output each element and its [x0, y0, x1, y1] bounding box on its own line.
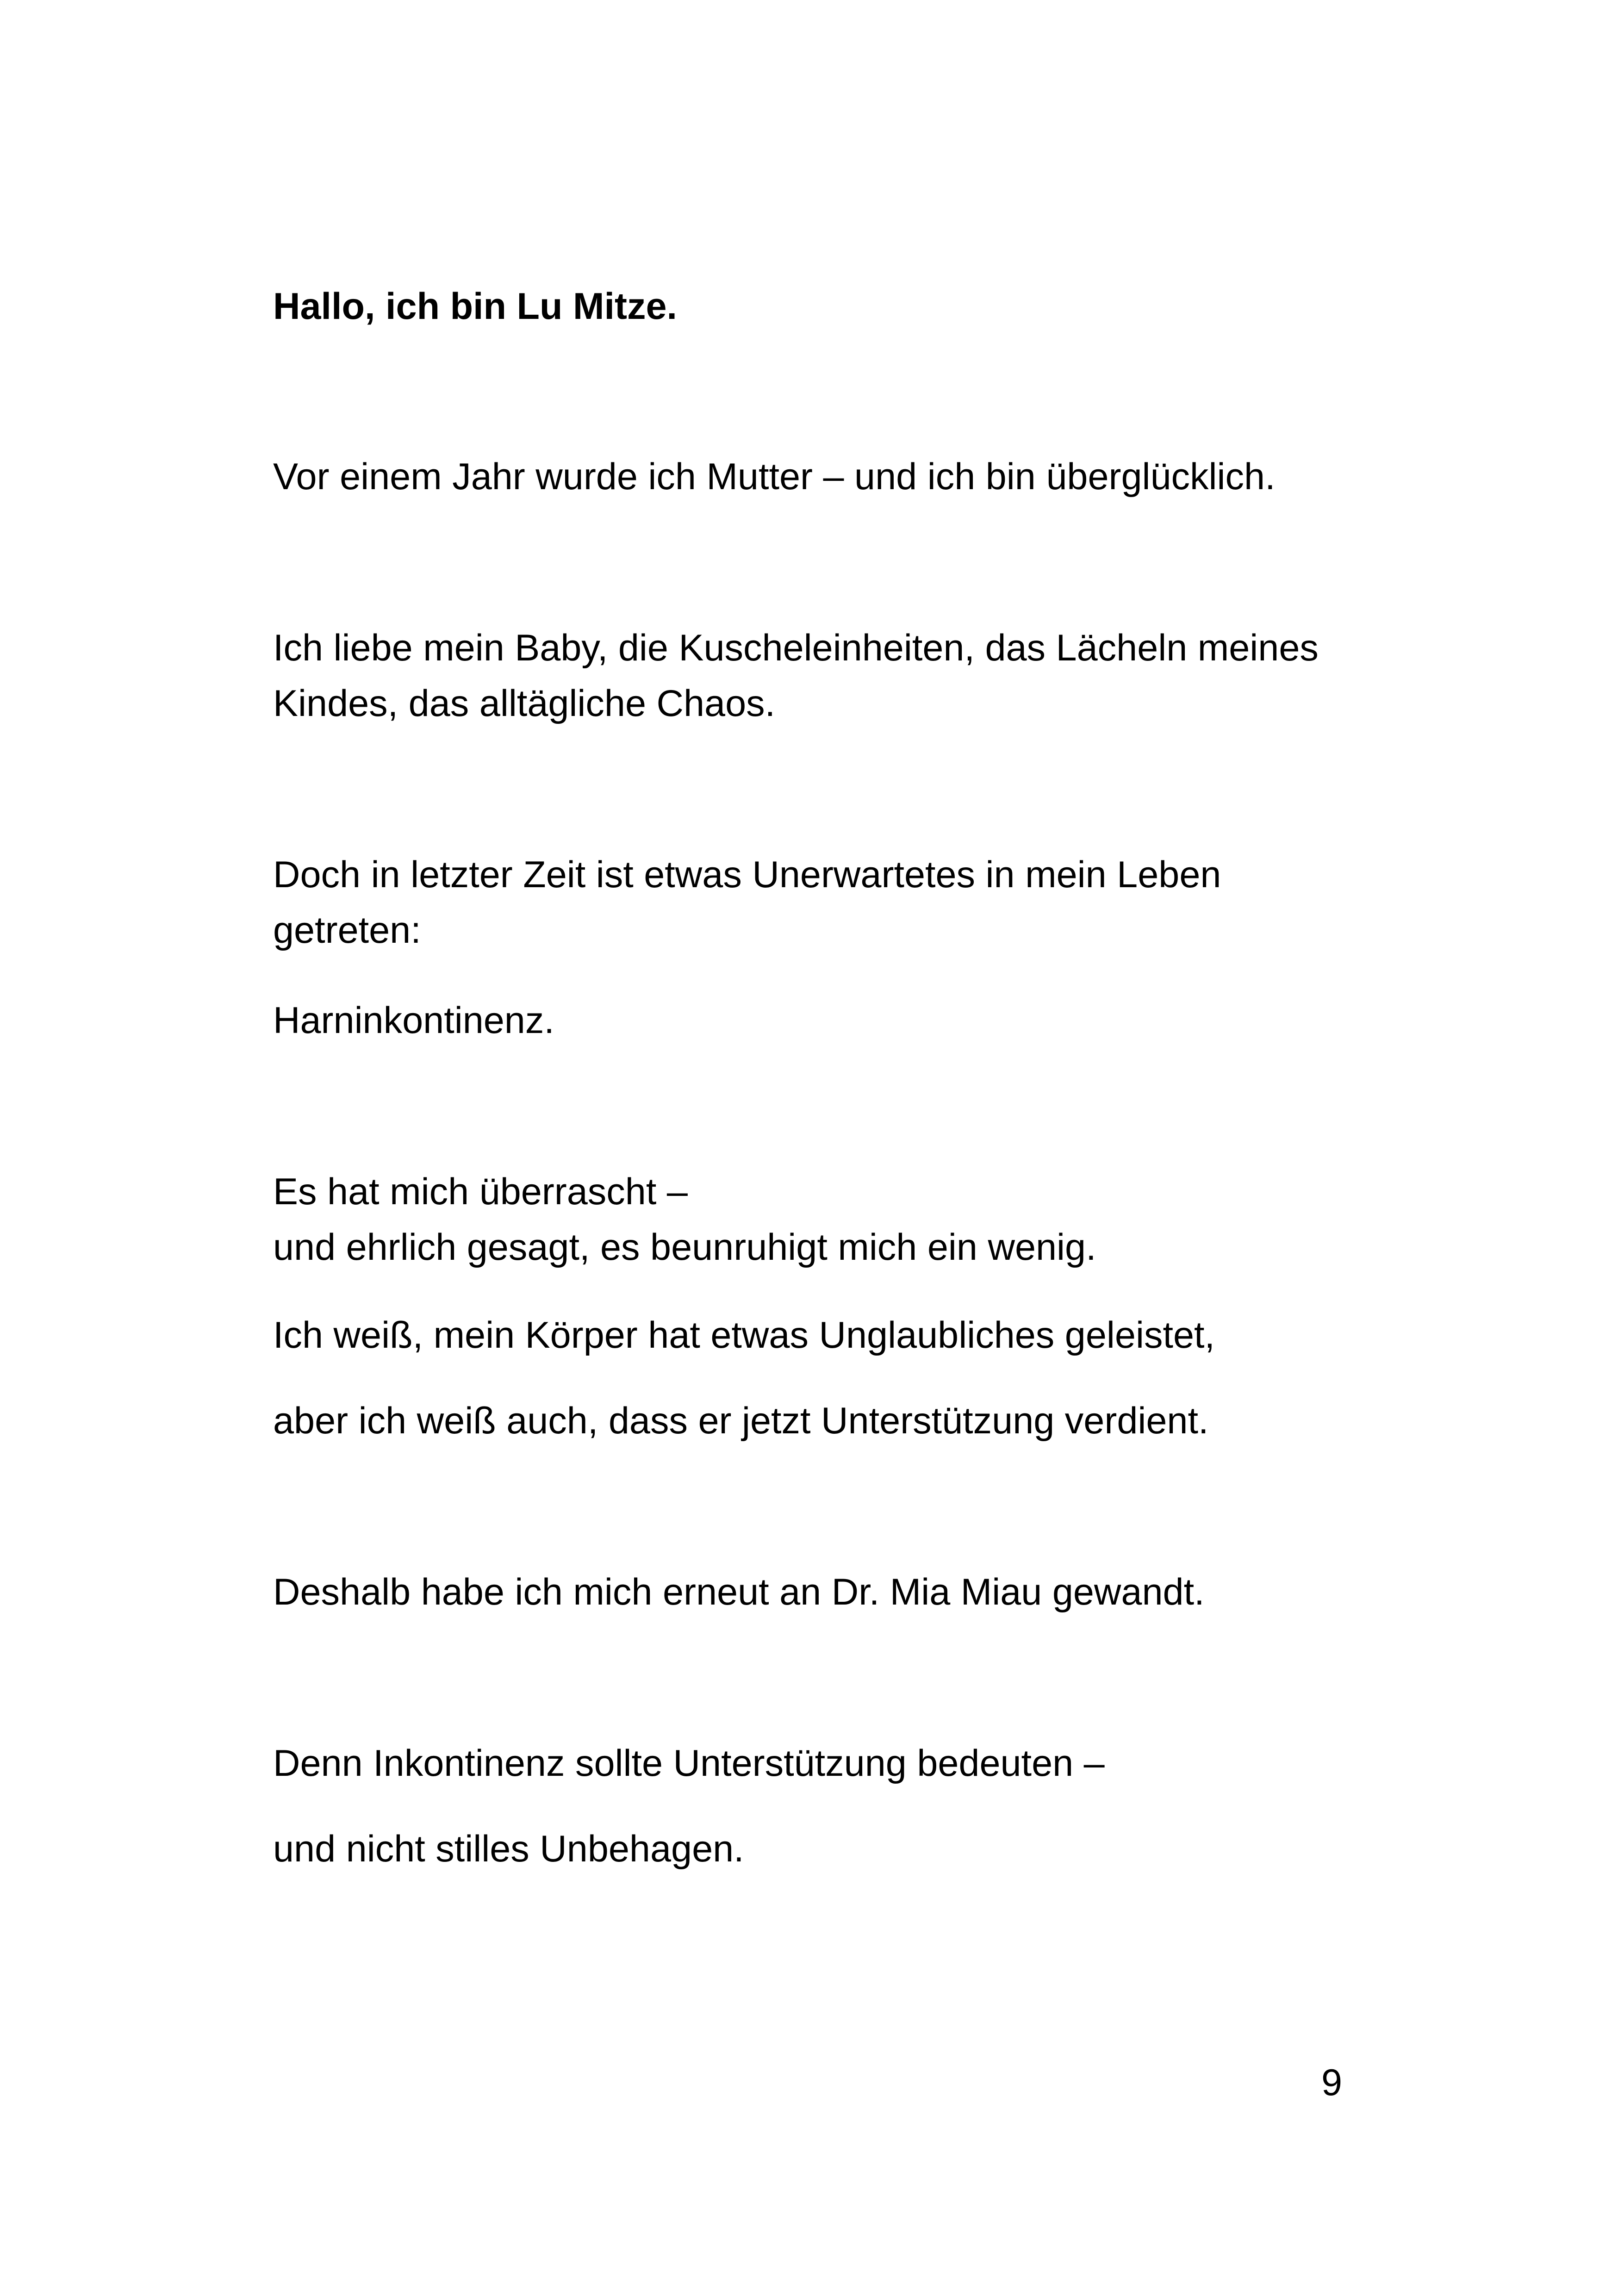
text-line: getreten:	[273, 909, 421, 951]
text-line: Vor einem Jahr wurde ich Mutter – und ich bin überglücklich.	[273, 456, 1276, 498]
text-line: Denn Inkontinenz sollte Unterstützung bedeuten –	[273, 1742, 1105, 1784]
text-line: Deshalb habe ich mich erneut an Dr. Mia Miau gewandt.	[273, 1571, 1205, 1613]
text-line: Kindes, das alltägliche Chaos.	[273, 683, 776, 724]
text-line: Ich weiß, mein Körper hat etwas Unglaubliches geleistet,	[273, 1314, 1215, 1356]
text-line: und nicht stilles Unbehagen.	[273, 1828, 744, 1870]
text-line: Harninkontinenz.	[273, 1000, 554, 1041]
text-line: Doch in letzter Zeit ist etwas Unerwartetes in mein Leben	[273, 854, 1221, 896]
text-line: Ich liebe mein Baby, die Kuscheleinheiten, das Lächeln meines	[273, 627, 1319, 669]
page-heading: Hallo, ich bin Lu Mitze.	[273, 286, 678, 327]
page-number: 9	[1321, 2062, 1343, 2103]
text-line: und ehrlich gesagt, es beunruhigt mich ein wenig.	[273, 1226, 1096, 1268]
text-line: Es hat mich überrascht –	[273, 1171, 688, 1213]
text-line: aber ich weiß auch, dass er jetzt Unterstützung verdient.	[273, 1400, 1209, 1442]
